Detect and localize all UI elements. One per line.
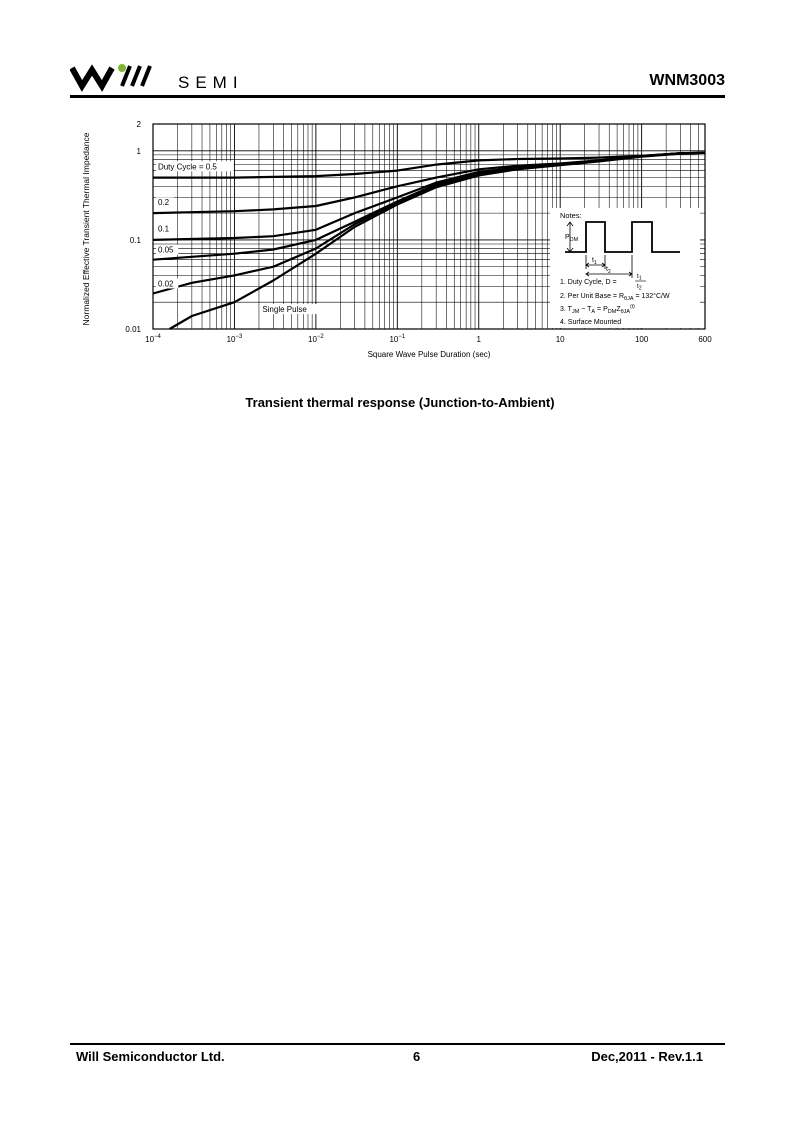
page-header [70, 62, 725, 98]
note-1: 1. Duty Cycle, D = [560, 279, 617, 286]
series-label: 0.2 [157, 198, 170, 208]
notes-box [550, 208, 700, 328]
y-tick-label: 2 [136, 120, 141, 129]
logo-semi-text: SEMI [178, 73, 244, 92]
x-tick-label: $10^{-1}$ [389, 334, 406, 344]
footer-rule [70, 1043, 725, 1045]
series-label: 0.05 [157, 245, 174, 255]
series-line [153, 153, 705, 213]
series-label: 0.1 [157, 224, 170, 234]
x-tick-label: 1 [476, 335, 481, 344]
x-tick-label: 600 [698, 335, 712, 344]
y-axis-label: Normalized Effective Transient Thermal Impedance [81, 132, 91, 326]
t2-label: $t_2$ [606, 266, 611, 275]
note-1-denominator: $t_2$ [637, 283, 642, 292]
x-tick-label: $10^{-3}$ [226, 334, 243, 344]
x-tick-label: 100 [634, 335, 649, 344]
footer-page-number: 6 [413, 1049, 421, 1064]
chart-svg [80, 112, 730, 372]
footer-revision: Dec,2011 - Rev.1.1 [591, 1049, 703, 1064]
x-tick-label: $10^{-2}$ [308, 334, 324, 344]
x-tick-label: 10 [555, 335, 565, 344]
footer-company: Will Semiconductor Ltd. [76, 1049, 225, 1064]
note-1-numerator: $t_1$ [637, 273, 642, 282]
x-tick-label: $10^{-4}$ [145, 334, 161, 344]
t1-label: $t_1$ [592, 257, 597, 266]
figure-caption: Transient thermal response (Junction-to-Ambient) [245, 395, 555, 410]
y-tick-label: 0.01 [125, 325, 141, 334]
series-label: Single Pulse [262, 305, 307, 315]
notes-title: Notes: [560, 211, 582, 220]
header-rule [70, 95, 725, 98]
note-2: 2. Per Unit Base = $R_{\theta JA} = 132^\circ C/W$ [560, 293, 670, 302]
y-tick-label: 1 [136, 146, 141, 156]
series-line [153, 153, 705, 178]
x-axis-label: Square Wave Pulse Duration (sec) [367, 350, 491, 359]
y-tick-label: 0.1 [129, 235, 141, 245]
thermal-chart [80, 112, 730, 372]
note-3: 3. $T_{JM} - T_A = P_{DM}Z_{\theta JA}^{(t)}$ [560, 304, 635, 315]
note-4: 4. Surface Mounted [560, 319, 622, 326]
pdm-label: $P_{DM}$ [565, 234, 579, 243]
document-id: WNM3003 [649, 72, 725, 89]
series-label: Duty Cycle = 0.5 [157, 162, 217, 172]
series-label: 0.02 [157, 279, 174, 289]
